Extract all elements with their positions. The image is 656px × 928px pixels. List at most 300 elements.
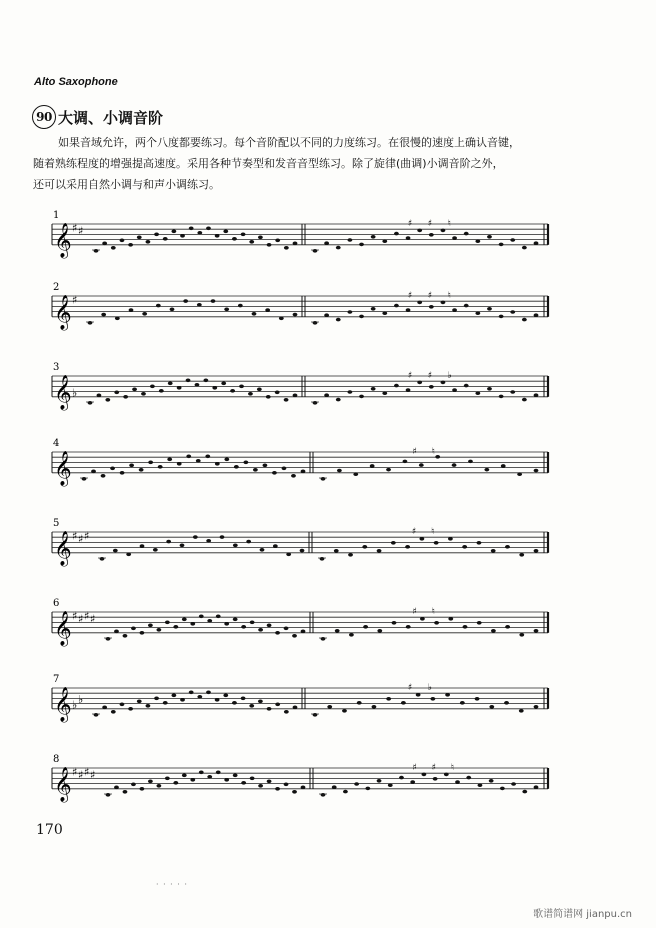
note-head — [199, 615, 204, 619]
note-head — [206, 227, 211, 231]
note-head — [464, 232, 469, 236]
note-head — [171, 230, 176, 234]
intro-line: 随着熟练程度的增强提高速度。采用各种节奏型和发音音型练习。除了旋律(曲调)小调音阶之外， — [33, 157, 504, 170]
note-head — [215, 462, 220, 466]
note-head — [372, 705, 377, 709]
note-head — [292, 634, 297, 638]
note-head — [343, 790, 348, 794]
note-head — [284, 783, 289, 787]
sharp-accidental-icon: ♯ — [411, 527, 417, 537]
note-head — [139, 468, 144, 472]
note-head — [487, 235, 492, 239]
note-head — [430, 697, 435, 701]
note-head — [114, 786, 119, 790]
note-head — [462, 545, 467, 549]
note-head — [534, 549, 539, 553]
sharp-accidental-icon: ♯ — [407, 371, 413, 381]
note-head — [120, 239, 125, 243]
note-head — [159, 389, 164, 393]
note-head — [82, 477, 87, 481]
note-head — [197, 231, 202, 235]
note-head — [386, 468, 391, 472]
note-head — [300, 549, 305, 553]
note-head — [337, 469, 342, 473]
note-head — [522, 318, 527, 322]
note-head — [489, 779, 494, 783]
sharp-key-signature-icon: ♯ — [90, 768, 96, 782]
treble-clef-icon: 𝄞 — [54, 610, 72, 646]
note-head — [163, 237, 168, 241]
note-head — [336, 398, 341, 402]
sharp-key-signature-icon: ♯ — [84, 529, 90, 543]
note-head — [335, 629, 340, 633]
note-head — [173, 781, 178, 785]
note-head — [362, 545, 367, 549]
note-head — [275, 631, 280, 635]
note-head — [106, 793, 111, 797]
note-head — [257, 388, 262, 392]
note-head — [392, 621, 397, 625]
note-head — [211, 299, 216, 303]
note-head — [266, 395, 271, 399]
intro-line: 还可以采用自然小调与和声小调练习。 — [33, 178, 220, 191]
note-head — [97, 394, 102, 398]
note-head — [292, 790, 297, 794]
note-head — [221, 382, 226, 386]
note-head — [140, 787, 145, 791]
note-head — [382, 239, 387, 243]
note-head — [336, 246, 341, 250]
note-head — [420, 617, 425, 621]
note-head — [233, 618, 238, 622]
note-head — [487, 387, 492, 391]
note-head — [417, 229, 422, 233]
note-head — [110, 467, 115, 471]
note-head — [230, 389, 235, 393]
note-head — [468, 460, 473, 464]
note-head — [500, 787, 505, 791]
note-head — [91, 470, 96, 474]
note-head — [190, 778, 195, 782]
note-head — [445, 693, 450, 697]
note-head — [141, 392, 146, 396]
exercise-number: 6 — [53, 598, 60, 609]
note-head — [324, 313, 329, 317]
note-head — [238, 304, 243, 308]
note-head — [388, 783, 393, 787]
note-head — [282, 467, 287, 471]
note-head — [105, 398, 110, 402]
note-head — [170, 308, 175, 312]
note-head — [234, 465, 239, 469]
note-head — [180, 234, 185, 238]
note-head — [166, 540, 171, 544]
note-head — [377, 779, 382, 783]
note-head — [313, 321, 318, 325]
note-head — [267, 707, 272, 711]
note-head — [260, 548, 265, 552]
note-head — [186, 455, 191, 459]
note-head — [253, 468, 258, 472]
note-head — [233, 774, 238, 778]
note-head — [320, 557, 325, 561]
sharp-accidental-icon: ♯ — [427, 219, 433, 229]
note-head — [429, 233, 434, 237]
note-head — [466, 776, 471, 780]
note-head — [148, 624, 153, 628]
instrument-header: Alto Saxophone — [34, 76, 118, 88]
note-head — [189, 691, 194, 695]
note-head — [265, 308, 270, 312]
note-head — [123, 395, 128, 399]
note-head — [348, 553, 353, 557]
sharp-accidental-icon: ♯ — [412, 607, 417, 617]
note-head — [154, 233, 159, 237]
note-head — [132, 388, 137, 392]
note-head — [100, 557, 105, 561]
note-head — [477, 621, 482, 625]
note-head — [321, 477, 326, 481]
note-head — [441, 301, 446, 305]
watermark: 歌谱简谱网 jianpu.cn — [533, 909, 632, 920]
note-head — [324, 393, 329, 397]
note-head — [129, 308, 134, 312]
note-head — [177, 386, 182, 390]
note-head — [522, 790, 527, 794]
note-head — [156, 628, 161, 632]
note-head — [153, 548, 158, 552]
note-head — [477, 541, 482, 545]
exercise-number: 1 — [53, 210, 60, 221]
natural-accidental-icon: ♮ — [431, 607, 435, 617]
note-head — [452, 388, 457, 392]
treble-clef-icon: 𝄞 — [54, 450, 72, 486]
note-head — [94, 713, 99, 717]
note-head — [419, 537, 424, 541]
note-head — [186, 379, 191, 383]
note-head — [243, 461, 248, 465]
note-head — [199, 771, 204, 775]
note-head — [195, 383, 200, 387]
note-head — [180, 544, 185, 548]
note-head — [193, 535, 198, 539]
note-head — [171, 694, 176, 698]
note-head — [88, 321, 93, 325]
note-head — [123, 790, 128, 794]
note-head — [220, 535, 225, 539]
note-head — [421, 773, 426, 777]
note-head — [206, 539, 211, 543]
note-head — [510, 238, 515, 242]
note-head — [165, 777, 170, 781]
note-head — [371, 235, 376, 239]
note-head — [293, 313, 298, 317]
note-head — [534, 469, 539, 473]
note-head — [504, 701, 509, 705]
note-head — [478, 783, 483, 787]
note-head — [148, 461, 153, 465]
exercise-number: 2 — [53, 282, 60, 293]
note-head — [475, 391, 480, 395]
note-head — [128, 707, 133, 711]
note-head — [140, 631, 145, 635]
note-head — [258, 628, 263, 632]
note-head — [224, 622, 229, 626]
note-head — [534, 705, 539, 709]
note-head — [215, 234, 220, 238]
note-head — [419, 463, 424, 467]
note-head — [519, 709, 524, 713]
note-head — [394, 384, 399, 388]
note-head — [275, 703, 280, 707]
exercise-number: 8 — [53, 754, 60, 765]
sharp-accidental-icon: ♯ — [407, 683, 413, 693]
exercise-number: 4 — [53, 438, 60, 449]
sharp-accidental-icon: ♯ — [427, 371, 433, 381]
note-head — [534, 785, 539, 789]
note-head — [258, 236, 263, 240]
treble-clef-icon: 𝄞 — [54, 530, 72, 566]
note-head — [263, 464, 268, 468]
natural-accidental-icon: ♮ — [447, 219, 451, 229]
note-head — [522, 398, 527, 402]
sharp-key-signature-icon: ♯ — [90, 612, 96, 626]
note-head — [534, 313, 539, 317]
note-head — [113, 549, 118, 553]
note-head — [189, 227, 194, 231]
note-head — [248, 392, 253, 396]
note-head — [173, 625, 178, 629]
note-head — [354, 782, 359, 786]
note-head — [455, 780, 460, 784]
note-head — [301, 630, 306, 634]
note-head — [452, 236, 457, 240]
note-head — [239, 385, 244, 389]
note-head — [386, 697, 391, 701]
note-head — [452, 308, 457, 312]
note-head — [241, 781, 246, 785]
page-number: 170 — [36, 822, 63, 838]
treble-clef-icon: 𝄞 — [54, 374, 72, 410]
note-head — [129, 464, 134, 468]
note-head — [156, 784, 161, 788]
note-head — [250, 621, 255, 625]
note-head — [180, 698, 185, 702]
note-head — [441, 229, 446, 233]
sharp-key-signature-icon: ♯ — [72, 221, 78, 235]
note-head — [177, 462, 182, 466]
note-head — [313, 713, 318, 717]
natural-accidental-icon: ♮ — [450, 763, 455, 773]
note-head — [357, 701, 362, 705]
treble-clef-icon: 𝄞 — [54, 766, 72, 802]
note-head — [365, 787, 370, 791]
sharp-key-signature-icon: ♯ — [78, 532, 84, 546]
note-head — [371, 307, 376, 311]
note-head — [279, 317, 284, 321]
note-head — [128, 243, 133, 247]
note-head — [324, 241, 329, 245]
treble-clef-icon: 𝄞 — [54, 222, 72, 258]
note-head — [111, 710, 116, 714]
note-head — [444, 773, 449, 777]
note-head — [233, 544, 238, 548]
note-head — [224, 458, 229, 462]
note-head — [216, 771, 221, 775]
note-head — [275, 391, 280, 395]
note-head — [406, 236, 411, 240]
sharp-accidental-icon: ♯ — [412, 447, 417, 457]
note-head — [212, 386, 217, 390]
note-head — [342, 709, 347, 713]
note-head — [137, 700, 142, 704]
sharp-key-signature-icon: ♯ — [78, 768, 84, 782]
note-head — [207, 619, 212, 623]
note-head — [377, 549, 382, 553]
note-head — [505, 625, 510, 629]
note-head — [491, 549, 496, 553]
sharp-key-signature-icon: ♯ — [72, 765, 78, 779]
note-head — [246, 540, 251, 544]
note-head — [501, 464, 506, 468]
note-head — [403, 460, 408, 464]
natural-accidental-icon: ♮ — [447, 291, 451, 301]
note-head — [405, 545, 410, 549]
note-head — [401, 701, 406, 705]
note-head — [223, 694, 228, 698]
note-head — [406, 625, 411, 629]
note-head — [382, 311, 387, 315]
note-head — [534, 241, 539, 245]
note-head — [154, 697, 159, 701]
note-head — [241, 233, 246, 237]
note-head — [252, 312, 257, 316]
note-head — [475, 697, 480, 701]
sharp-accidental-icon: ♯ — [407, 291, 413, 301]
sharp-accidental-icon: ♯ — [427, 291, 433, 301]
note-head — [347, 310, 352, 314]
note-head — [313, 401, 318, 405]
note-head — [534, 393, 539, 397]
note-head — [284, 398, 289, 402]
note-head — [190, 622, 195, 626]
note-head — [327, 705, 332, 709]
sharp-key-signature-icon: ♯ — [78, 224, 84, 238]
note-head — [197, 695, 202, 699]
sharp-accidental-icon: ♯ — [431, 763, 436, 773]
note-head — [491, 629, 496, 633]
flat-key-signature-icon: ♭ — [78, 693, 84, 707]
note-head — [205, 455, 210, 459]
note-head — [207, 775, 212, 779]
note-head — [182, 774, 187, 778]
note-head — [273, 544, 278, 548]
note-head — [249, 240, 254, 244]
sharp-key-signature-icon: ♯ — [84, 609, 90, 623]
note-head — [267, 624, 272, 628]
note-head — [434, 541, 439, 545]
note-head — [123, 634, 128, 638]
note-head — [146, 240, 151, 244]
note-head — [499, 395, 504, 399]
note-head — [487, 307, 492, 311]
flat-key-signature-icon: ♭ — [72, 386, 78, 400]
sharp-accidental-icon: ♯ — [407, 219, 413, 229]
note-head — [347, 238, 352, 242]
note-head — [321, 793, 326, 797]
note-head — [258, 700, 263, 704]
note-head — [416, 693, 421, 697]
note-head — [417, 301, 422, 305]
note-head — [489, 705, 494, 709]
note-head — [452, 463, 457, 467]
note-head — [197, 303, 202, 307]
note-head — [284, 246, 289, 250]
note-head — [163, 701, 168, 705]
note-head — [232, 237, 237, 241]
note-head — [267, 780, 272, 784]
sharp-key-signature-icon: ♯ — [72, 293, 78, 307]
note-head — [114, 630, 119, 634]
note-head — [241, 625, 246, 629]
exercise-number: 5 — [53, 518, 60, 529]
flat-accidental-icon: ♭ — [447, 371, 452, 381]
note-head — [301, 470, 306, 474]
exercise-number: 7 — [53, 674, 60, 685]
note-head — [510, 390, 515, 394]
sharp-accidental-icon: ♯ — [412, 763, 417, 773]
note-head — [359, 315, 364, 319]
note-head — [168, 382, 173, 386]
section-number-badge: 90 — [32, 105, 56, 129]
note-head — [111, 246, 116, 250]
note-head — [448, 617, 453, 621]
note-head — [286, 553, 291, 557]
note-head — [165, 621, 170, 625]
note-head — [216, 615, 221, 619]
note-head — [371, 387, 376, 391]
natural-accidental-icon: ♮ — [431, 527, 435, 537]
note-head — [534, 629, 539, 633]
exercise-number: 3 — [53, 362, 60, 373]
note-head — [434, 621, 439, 625]
note-head — [448, 537, 453, 541]
note-head — [249, 704, 254, 708]
section-title-text: 大调、小调音阶 — [58, 108, 164, 127]
note-head — [167, 458, 172, 462]
note-head — [293, 706, 298, 710]
note-head — [394, 304, 399, 308]
sharp-key-signature-icon: ♯ — [84, 765, 90, 779]
note-head — [382, 391, 387, 395]
note-head — [142, 312, 147, 316]
note-head — [394, 232, 399, 236]
note-head — [417, 381, 422, 385]
note-head — [353, 472, 358, 476]
note-head — [115, 317, 120, 321]
note-head — [126, 553, 131, 557]
note-head — [131, 783, 136, 787]
note-head — [284, 710, 289, 714]
note-head — [359, 243, 364, 247]
natural-accidental-icon: ♮ — [431, 447, 435, 457]
note-head — [334, 549, 339, 553]
note-head — [301, 786, 306, 790]
note-head — [203, 379, 208, 383]
note-head — [519, 553, 524, 557]
note-head — [241, 697, 246, 701]
note-head — [505, 545, 510, 549]
